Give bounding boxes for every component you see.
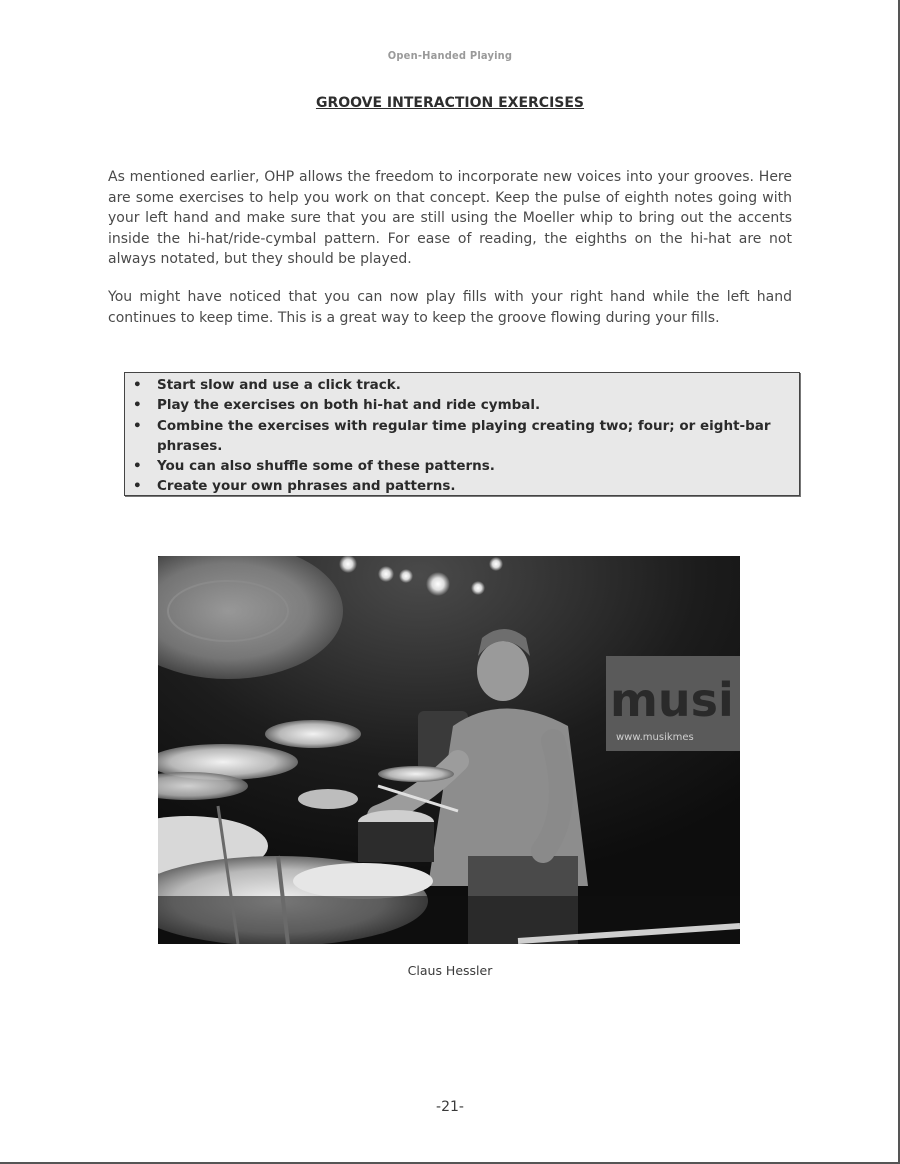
- running-head: Open-Handed Playing: [387, 49, 513, 62]
- paragraph-fills: You might have noticed that you can now play fills with your right hand while the left hand continues to keep time. This is a great way to keep the groove flowing during your fills.: [108, 289, 792, 326]
- bullet-icon: •: [133, 377, 142, 393]
- tips-list: [125, 373, 799, 497]
- tip-text: Start slow and use a click track.: [157, 377, 401, 393]
- paragraph-intro: As mentioned earlier, OHP allows the freedom to incorporate new voices into your grooves. Here are some exercises to help you work on that concept. Keep the pulse of eighth notes going with your left hand and make sure that you are still using the Moeller whip to bring out the accents inside the hi-hat/ride-cymbal pattern. For ease of reading, the eighths on the hi-hat are not always notated, but they should be played.: [108, 169, 792, 267]
- bullet-icon: •: [133, 458, 142, 475]
- page-number: -21-: [436, 1099, 464, 1115]
- bullet-icon: •: [133, 478, 142, 495]
- drummer-photo-illustration: [158, 556, 740, 944]
- bullet-icon: •: [133, 397, 142, 414]
- tips-box: [124, 372, 800, 496]
- photo-caption: Claus Hessler: [407, 963, 493, 978]
- banner-small-text: www.musikmes: [616, 732, 694, 743]
- tip-text: You can also shuffle some of these patterns.: [157, 458, 495, 475]
- banner-text: musi: [610, 673, 734, 727]
- tip-item: [133, 395, 799, 415]
- drummer-photo: [158, 556, 740, 944]
- tip-item: [133, 456, 799, 476]
- tip-text: Combine the exercises with regular time playing creating two; four; or eight-bar phrases.: [157, 417, 771, 454]
- tip-item: [133, 375, 799, 395]
- tip-text: Play the exercises on both hi-hat and ride cymbal.: [157, 397, 541, 414]
- tip-item: [133, 476, 799, 496]
- section-title: GROOVE INTERACTION EXERCISES: [315, 95, 585, 111]
- bullet-icon: •: [133, 417, 142, 434]
- tip-item: [133, 416, 799, 457]
- tip-text: Create your own phrases and patterns.: [157, 478, 456, 495]
